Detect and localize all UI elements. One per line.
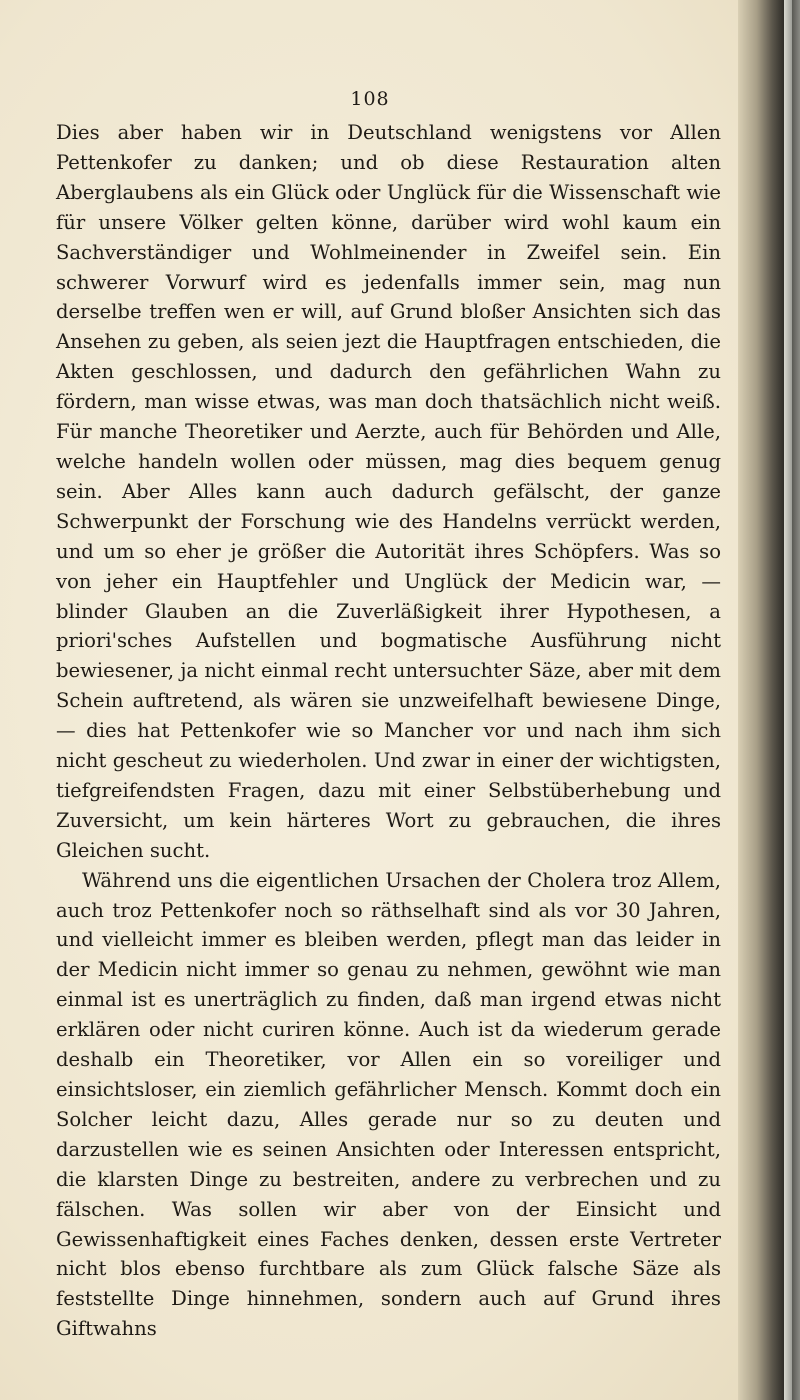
- page-edge: [738, 0, 800, 1400]
- paragraph-2: Während uns die eigentlichen Ursachen der Cholera troz Allem, auch troz Pettenkofer noch so räthselhaft sind als vor 30 Jahren, und vielleicht immer es bleiben werden, pflegt man das leider in der Medicin nicht immer so genau zu nehmen, gewöhnt wie man einmal ist es unerträglich zu finden, daß man irgend etwas nicht erklären oder nicht curiren könne. Auch ist da wiederum gerade deshalb ein Theoretiker, vor Allen ein so voreiliger und einsichtsloser, ein ziemlich gefährlicher Mensch. Kommt doch ein Solcher leicht dazu, Alles gerade nur so zu deuten und darzustellen wie es seinen Ansichten oder Interessen entspricht, die klarsten Dinge zu bestreiten, andere zu verbrechen und zu fälschen. Was sollen wir aber von der Einsicht und Gewissenhaftigkeit eines Faches denken, dessen erste Vertreter nicht blos ebenso furchtbare als zum Glück falsche Säze als feststellte Dinge hinnehmen, sondern auch auf Grund ihres Giftwahns: [56, 868, 721, 1341]
- body-text: [56, 118, 721, 1344]
- paragraph-1: Dies aber haben wir in Deutschland wenigstens vor Allen Pettenkofer zu danken; und ob diese Restauration alten Aberglaubens als ein Glück oder Unglück für die Wissenschaft wie für unsere Völker gelten könne, darüber wird wohl kaum ein Sachverständiger und Wohlmeinender in Zweifel sein. Ein schwerer Vorwurf wird es jedenfalls immer sein, mag nun derselbe treffen wen er will, auf Grund bloßer Ansichten sich das Ansehen zu geben, als seien jezt die Hauptfragen entschieden, die Akten geschlossen, und dadurch den gefährlichen Wahn zu fördern, man wisse etwas, was man doch thatsächlich nicht weiß. Für manche Theoretiker und Aerzte, auch für Behörden und Alle, welche handeln wollen oder müssen, mag dies bequem genug sein. Aber Alles kann auch dadurch gefälscht, der ganze Schwerpunkt der Forschung wie des Handelns verrückt werden, und um so eher je größer die Autorität ihres Schöpfers. Was so von jeher ein Hauptfehler und Unglück der Medicin war, — blinder Glauben an die Zuverläßigkeit ihrer Hypothesen, a priori'sches Aufstellen und bogmatische Ausführung nicht bewiesener, ja nicht einmal recht untersuchter Säze, aber mit dem Schein auftretend, als wären sie unzweifelhaft bewiesene Dinge, — dies hat Pettenkofer wie so Mancher vor und nach ihm sich nicht gescheut zu wiederholen. Und zwar in einer der wichtigsten, tiefgreifendsten Fragen, dazu mit einer Selbstüberhebung und Zuversicht, um kein härteres Wort zu gebrauchen, die ihres Gleichen sucht.: [56, 121, 721, 862]
- page-number: 108: [350, 88, 390, 110]
